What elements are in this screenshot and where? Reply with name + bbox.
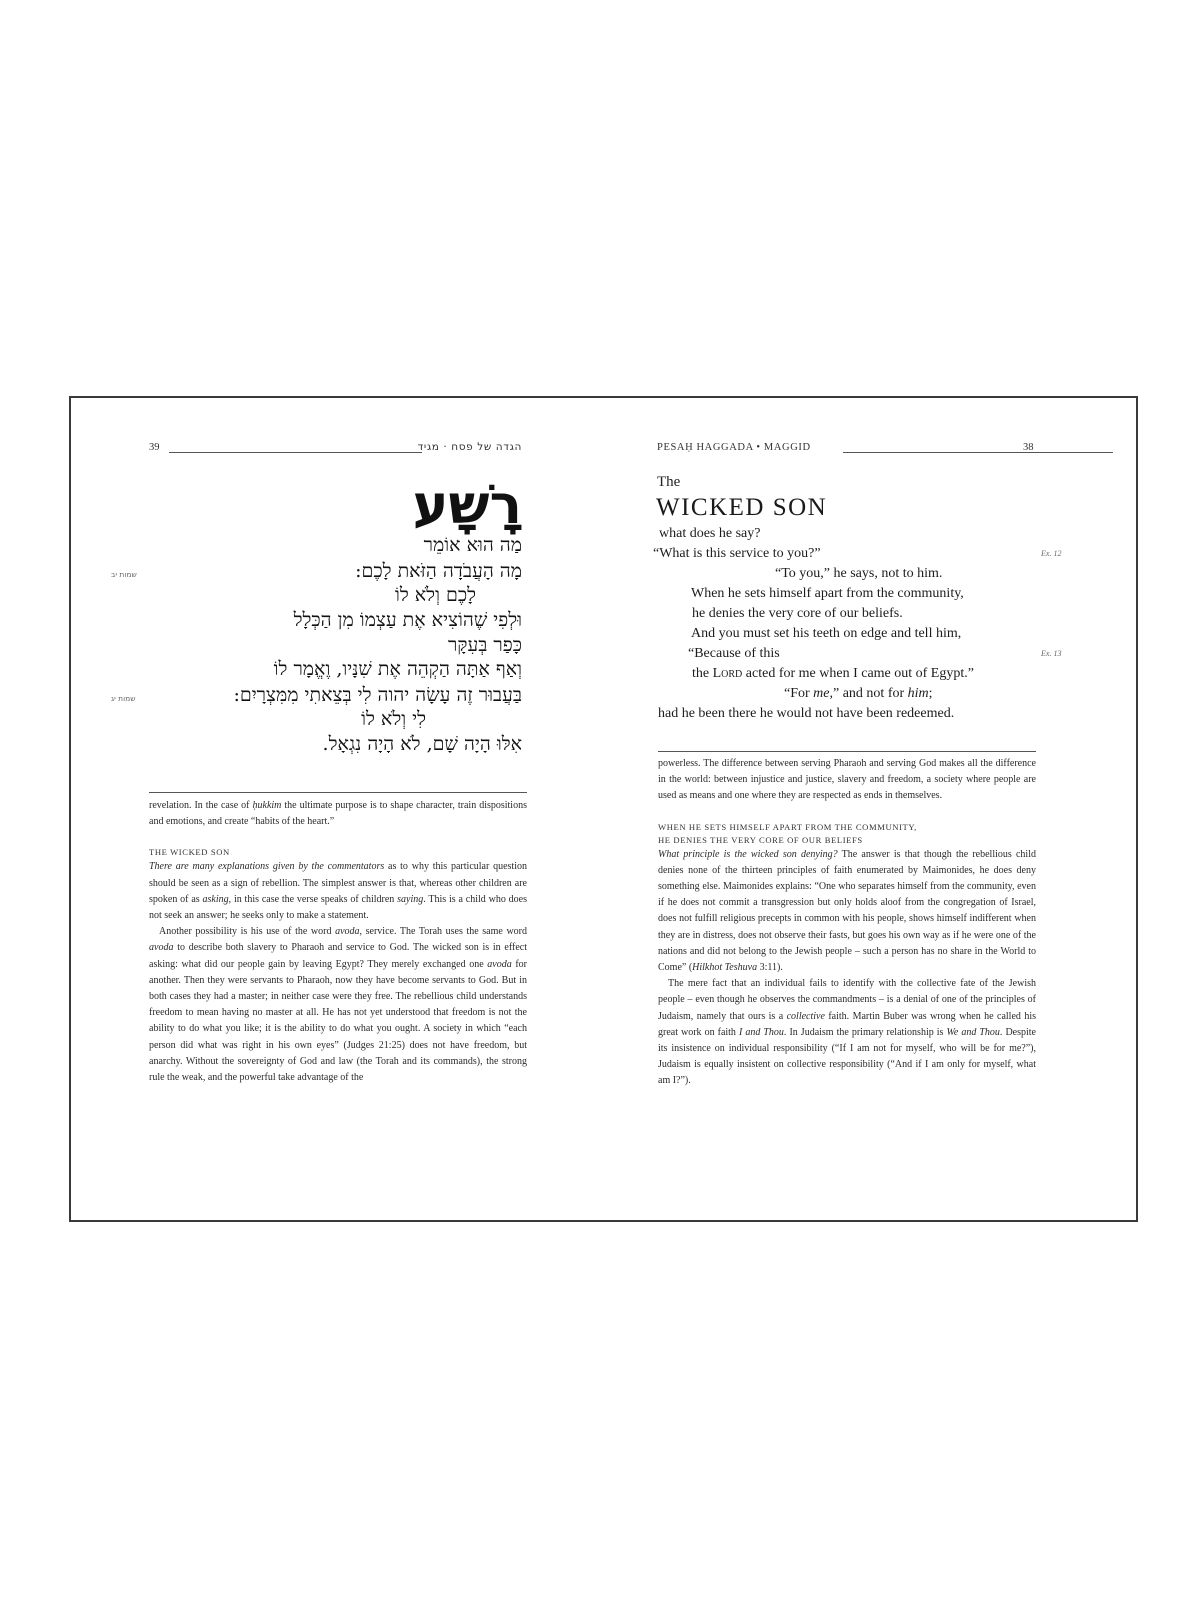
italic-me: me,	[813, 686, 833, 701]
italic-term: We and Thou	[946, 1026, 1000, 1038]
right-header-rule	[843, 452, 1113, 453]
commentary-paragraph-2	[658, 976, 1036, 1089]
italic-lead: There are many explanations given by the commentators	[149, 861, 385, 873]
text: . In Judaism the primary relationship is	[783, 1026, 947, 1038]
commentary-continuation: powerless. The difference between serving Pharaoh and serving God makes all the difference in the world: between injustice and justice, slavery and freedom, a society where people are used as means and one where they are respected as ends in themselves.	[658, 758, 1036, 802]
hebrew-line-8: לִי וְלֹא לוֹ	[361, 708, 426, 730]
verse-line-6: And you must set his teeth on edge and tell him,	[691, 626, 962, 641]
right-page-number: 38	[1023, 442, 1034, 453]
text: The mere fact that an individual fails to identify with the collective fate of the Jewish people – even though he observes the commandments – is a denial of one of the principles of Judaism, namely that ours is a	[658, 978, 1036, 1022]
text: Another possibility is his use of the word	[159, 926, 336, 938]
title-wicked-son: WICKED SON	[656, 494, 828, 521]
text: the	[692, 666, 713, 681]
section-heading-line-2: HE DENIES THE VERY CORE OF OUR BELIEFS	[658, 834, 863, 845]
italic-term: asking	[202, 893, 229, 905]
section-heading-line-1: WHEN HE SETS HIMSELF APART FROM THE COMMUNITY,	[658, 821, 917, 832]
section-heading-wicked-son: THE WICKED SON	[149, 847, 230, 858]
text: , service. The Torah uses the same word	[359, 926, 527, 938]
hebrew-line-5: כָּפַר בְּעִקָּר	[447, 634, 522, 656]
verse-line-5: he denies the very core of our beliefs.	[692, 606, 903, 621]
left-header-rule	[169, 452, 422, 453]
spacer	[149, 830, 527, 846]
verse-line-3: “To you,” he says, not to him.	[775, 566, 943, 581]
text: acted for me when I came out of Egypt.”	[742, 666, 974, 681]
left-commentary-rule	[149, 792, 527, 793]
divine-name: Lord	[712, 666, 743, 681]
hebrew-line-9: אִלּוּ הָיָה שָׁם, לֹא הָיָה נִגְאָל.	[322, 733, 522, 755]
verse-line-2: “What is this service to you?”	[653, 546, 821, 561]
text: . Despite its insistence on individual responsibility (“If I am not for myself, who will be for me?”), Judaism is equally insistent on collective responsibility (“And if I am only for myself, what am I?”).	[658, 1026, 1036, 1087]
verse-line-4: When he sets himself apart from the community,	[691, 586, 964, 601]
text: “For	[784, 686, 814, 701]
text: , in this case the verse speaks of children	[228, 893, 398, 905]
text: ;	[928, 686, 933, 701]
text: . This is a child who does not seek an answer; he seeks only to make a statement.	[149, 893, 527, 922]
verse-line-10: had he been there he would not have been redeemed.	[658, 706, 955, 721]
margin-ref-ex-12: Ex. 12	[1041, 549, 1062, 558]
title-the: The	[657, 474, 681, 490]
commentary-continuation	[149, 798, 527, 830]
left-running-head: הגדה של פסח · מגיד	[417, 441, 522, 453]
hebrew-line-2: מָה הָעֲבֹדָה הַזֹּאת לָכֶם:	[355, 560, 522, 582]
right-running-head: PESAḤ HAGGADA • MAGGID	[657, 442, 811, 453]
hebrew-line-3: לָכֶם וְלֹא לוֹ	[394, 584, 476, 606]
hebrew-line-6: וְאַף אַתָּה הַקְהֵה אֶת שִׁנָּיו, וֶאֱמָר לוֹ	[273, 658, 522, 680]
margin-ref-ex-13: Ex. 13	[1041, 649, 1062, 658]
italic-term: saying	[397, 893, 424, 905]
hebrew-title: רָשָׁע	[412, 473, 522, 536]
italic-term: avoda	[149, 942, 174, 954]
verse-line-8	[692, 664, 974, 684]
left-page-number: 39	[149, 442, 160, 453]
commentary-paragraph-2	[149, 924, 527, 1086]
commentary-paragraph-1	[149, 859, 527, 924]
verse-line-7: “Because of this	[688, 646, 780, 661]
text: the ultimate purpose is to shape character, train dispositions and emotions, and create “habits of the heart.”	[149, 800, 527, 828]
text: faith. Martin Buber was wrong when he called his great work on faith	[658, 1010, 1036, 1038]
verse-line-1: what does he say?	[659, 526, 761, 541]
hebrew-line-4: וּלְפִי שֶׁהוֹצִיא אֶת עַצְמוֹ מִן הַכְּלָל	[293, 609, 522, 631]
italic-title: I and Thou	[738, 1026, 784, 1038]
commentary-paragraph-1	[658, 847, 1036, 977]
italic-lead: What principle is the wicked son denying?	[658, 848, 838, 860]
hebrew-line-1: מַה הוּא אוֹמֵר	[423, 534, 522, 556]
right-commentary	[658, 756, 1036, 1090]
italic-term: collective	[786, 1010, 825, 1022]
term-hukkim: ḥukkim	[252, 800, 282, 811]
spacer	[658, 805, 1036, 821]
italic-citation: Hilkhot Teshuva	[692, 962, 758, 974]
text: revelation. In the case of	[149, 800, 253, 811]
text: as to why this particular question should be seen as a sign of rebellion. The simplest answer is that, whereas other children are spoken of as	[149, 861, 527, 905]
verse-line-9	[784, 684, 933, 704]
italic-him: him	[907, 686, 929, 701]
right-commentary-rule	[658, 751, 1036, 752]
margin-ref-shemot-13: שמות יג	[111, 694, 136, 703]
text: The answer is that though the rebellious child denies none of the thirteen principles of faith enumerated by Maimonides, he does deny something else. Maimonides explains: “One who separates himself from the community, even if he does not commit a transgression but only holds aloof from the congregation of Israel, does not fulfill religious precepts in common with his people, shows himself indifferent when they are in distress, does not observe their fasts, but goes his own way as if he were one of the nations and did not belong to the Jewish people – such a person has no share in the World to Come” (	[658, 848, 1036, 974]
text: to describe both slavery to Pharaoh and service to God. The wicked son is in effect asking: what did our people gain by leaving Egypt? They merely exchanged one	[149, 942, 527, 970]
hebrew-line-7: בַּעֲבוּר זֶה עָשָׂה יהוה לִי בְּצֵאתִי מִמִּצְרָיִם:	[233, 684, 522, 706]
text: for another. Then they were servants to Pharaoh, now they have become servants to God. But in both cases they had a master; in neither case were they free. The rebellious child understands freedom to mean having no master at all. He has not yet understood that freedom is not the ability to do what you like; it is the ability to do what you ought. A society in which “each person did what was right in his own eyes” (Judges 21:25) does not have freedom, but anarchy. Without the sovereignty of God and law (the Torah and its commands), the strong rule the weak, and the powerful take advantage of the	[149, 958, 527, 1084]
book-spread	[69, 396, 1138, 1222]
margin-ref-shemot-12: שמות יב	[111, 570, 137, 579]
italic-term: avoda	[335, 926, 360, 938]
italic-term: avoda	[487, 958, 512, 970]
text: ” and not for	[833, 686, 908, 701]
left-commentary	[149, 798, 527, 1086]
text: 3:11).	[757, 962, 783, 974]
